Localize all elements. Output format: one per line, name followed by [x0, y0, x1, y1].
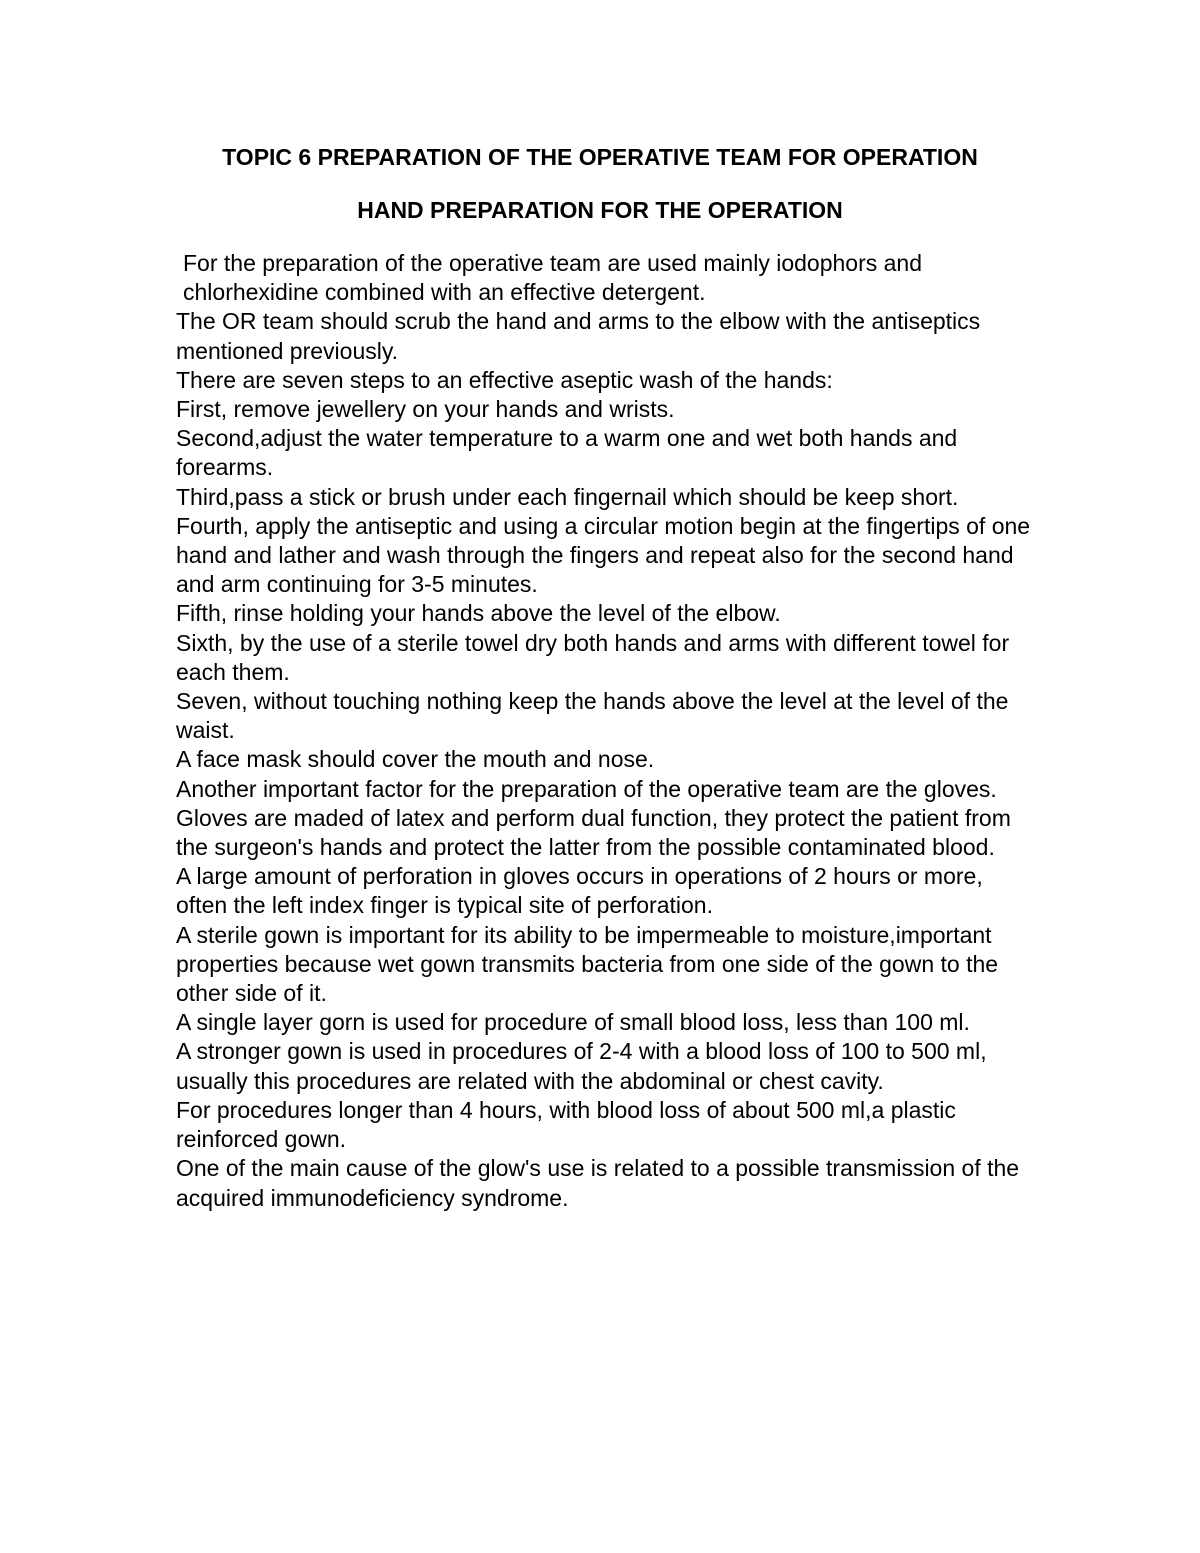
- paragraph-gloves-cause: One of the main cause of the glow's use is related to a possible transmission of the acquired immunodeficiency syndrome.: [176, 1155, 1020, 1211]
- paragraph-scrub: The OR team should scrub the hand and arms to the elbow with the antiseptics mentioned previously.: [176, 308, 981, 364]
- document-subtitle: HAND PREPARATION FOR THE OPERATION: [357, 197, 843, 223]
- paragraph-step-7: Seven, without touching nothing keep the hands above the level at the level of the waist.: [176, 688, 1009, 744]
- paragraph-step-5: Fifth, rinse holding your hands above the level of the elbow.: [176, 600, 781, 627]
- paragraph-gloves-perforation: A large amount of perforation in gloves occurs in operations of 2 hours or more, often the left index finger is typical site of perforation.: [176, 863, 983, 919]
- paragraph-step-2: Second,adjust the water temperature to a warm one and wet both hands and forearms.: [176, 425, 958, 481]
- paragraph-step-3: Third,pass a stick or brush under each fingernail which should be keep short.: [176, 483, 959, 510]
- paragraph-step-1: First, remove jewellery on your hands and wrists.: [176, 396, 675, 423]
- paragraph-intro: For the preparation of the operative team are used mainly iodophors and chlorhexidine combined with an effective detergent.: [183, 250, 922, 306]
- paragraph-gown-reinforced: For procedures longer than 4 hours, with blood loss of about 500 ml,a plastic reinforced gown.: [176, 1096, 956, 1153]
- paragraph-step-6: Sixth, by the use of a sterile towel dry both hands and arms with different towel for each them.: [176, 629, 1010, 685]
- paragraph-gloves-function: Gloves are maded of latex and perform dual function, they protect the patient from the surgeon's hands and protect the latter from the possible contaminated blood.: [176, 804, 1011, 861]
- paragraph-gown-single-layer: A single layer gorn is used for procedure of small blood loss, less than 100 ml.: [176, 1009, 970, 1036]
- paragraph-step-4: Fourth, apply the antiseptic and using a circular motion begin at the fingertips of one hand and lather and wash through the fingers and repeat also for the second hand and arm continuing for 3-5 minutes.: [176, 512, 1031, 598]
- document-body: [176, 249, 1036, 1213]
- paragraph-gown-intro: A sterile gown is important for its ability to be impermeable to moisture,important properties because wet gown transmits bacteria from one side of the gown to the other side of it.: [176, 921, 999, 1007]
- paragraph-face-mask: A face mask should cover the mouth and nose.: [176, 746, 655, 773]
- document-title: TOPIC 6 PREPARATION OF THE OPERATIVE TEAM FOR OPERATION: [222, 144, 978, 170]
- paragraph-steps-intro: There are seven steps to an effective aseptic wash of the hands:: [176, 366, 833, 393]
- paragraph-gloves-intro: Another important factor for the preparation of the operative team are the gloves.: [176, 775, 997, 802]
- paragraph-gown-stronger: A stronger gown is used in procedures of 2-4 with a blood loss of 100 to 500 ml, usually this procedures are related with the abdominal or chest cavity.: [176, 1038, 987, 1094]
